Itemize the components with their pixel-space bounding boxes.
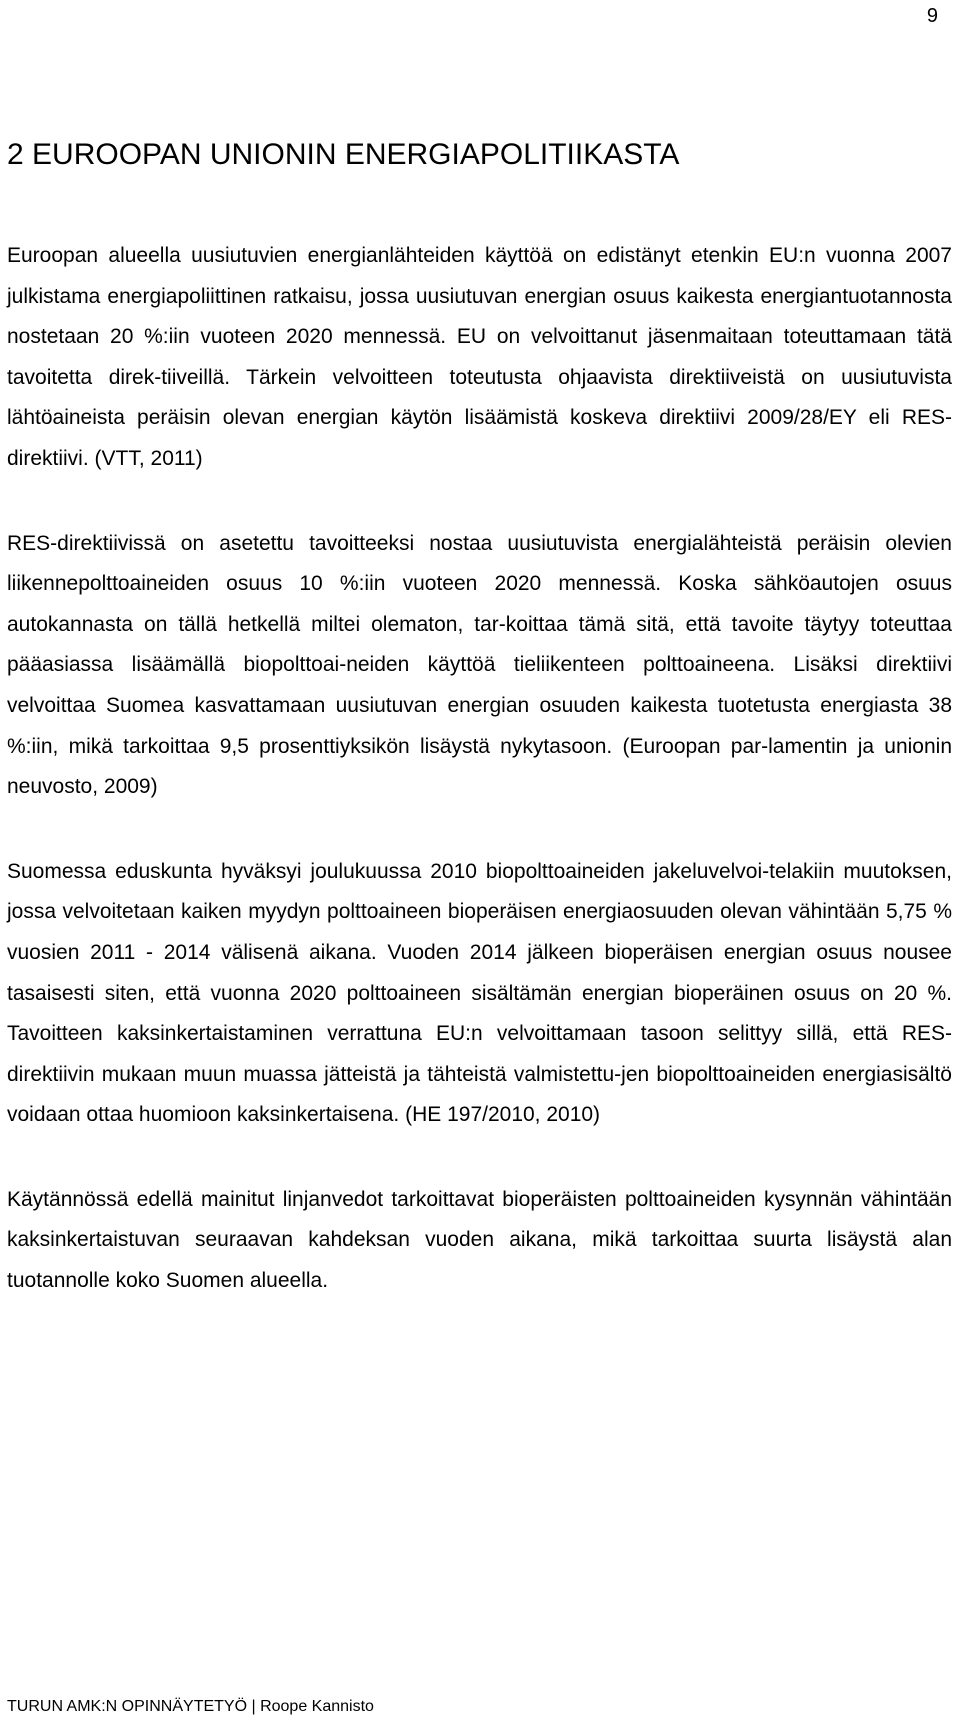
paragraph-eu-energy-policy: Euroopan alueella uusiutuvien energianlähteiden käyttöä on edistänyt etenkin EU:n vuonna 2007 julkistama energiapoliittinen ratkaisu, jossa uusiutuvan energian osuus kaikesta energiantuotannosta nostetaan 20 %:iin vuoteen 2020 mennessä. EU on velvoittanut jäsenmaitaan toteuttamaan tätä tavoitetta direk-tiiveillä. Tärkein velvoitteen toteutusta ohjaavista direktiiveistä on uusiutuvista lähtöaineista peräisin olevan energian käytön lisäämistä koskeva direktiivi 2009/28/EY eli RES-direktiivi. (VTT, 2011) [7, 244, 952, 470]
paragraph-res-directive: RES-direktiivissä on asetettu tavoitteeksi nostaa uusiutuvista energialähteistä peräisin olevien liikennepolttoaineiden osuus 10 %:iin vuoteen 2020 mennessä. Koska sähköautojen osuus autokannasta on tällä hetkellä miltei olematon, tar-koittaa tämä sitä, että tavoite täytyy toteuttaa pääasiassa lisäämällä biopolttoai-neiden käyttöä tieliikenteen polttoaineena. Lisäksi direktiivi velvoittaa Suomea kasvattamaan uusiutuvan energian osuuden kaikesta tuotetusta energiasta 38 %:iin, mikä tarkoittaa 9,5 prosenttiyksikön lisäystä nykytasoon. (Euroopan par-lamentin ja unionin neuvosto, 2009) [7, 531, 952, 799]
chapter-heading: 2 EUROOPAN UNIONIN ENERGIAPOLITIIKASTA [7, 138, 680, 171]
paragraph-practical-implications: Käytännössä edellä mainitut linjanvedot tarkoittavat bioperäisten polttoaineiden kysynnän vähintään kaksinkertaistuvan seuraavan kahdeksan vuoden aikana, mikä tarkoittaa suurta lisäystä alan tuotannolle koko Suomen alueella. [7, 1187, 952, 1293]
paragraph-finland-obligation: Suomessa eduskunta hyväksyi joulukuussa 2010 biopolttoaineiden jakeluvelvoi-telakiin muutoksen, jossa velvoitetaan kaiken myydyn polttoaineen bioperäisen energiaosuuden olevan vähintään 5,75 % vuosien 2011 - 2014 välisenä aikana. Vuoden 2014 jälkeen bioperäisen energian osuus nousee tasaisesti siten, että vuonna 2020 polttoaineen sisältämän energian bioperäinen osuus on 20 %. Tavoitteen kaksinkertaistaminen verrattuna EU:n velvoittamaan tasoon selittyy sillä, että RES-direktiivin mukaan muun muassa jätteistä ja tähteistä valmistettu-jen biopolttoaineiden energiasisältö voidaan ottaa huomioon kaksinkertaisena. (HE 197/2010, 2010) [7, 859, 952, 1127]
document-body [7, 236, 952, 1302]
document-footer: TURUN AMK:N OPINNÄYTETYÖ | Roope Kannisto [7, 1698, 374, 1715]
page-number: 9 [926, 5, 938, 27]
